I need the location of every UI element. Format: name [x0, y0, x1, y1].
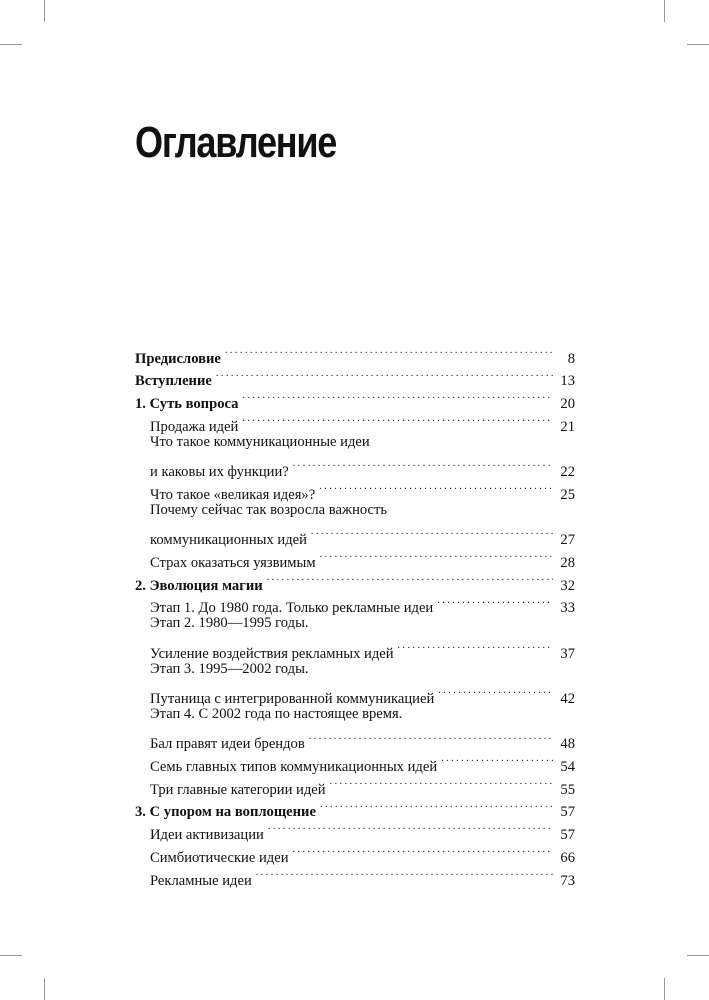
toc-entry-label: Почему сейчас так возросла важность	[150, 501, 388, 518]
toc-page-number: 20	[560, 396, 575, 413]
toc-leader-dots	[242, 408, 553, 431]
toc-entry[interactable]	[135, 499, 575, 522]
toc-page-number: 22	[560, 464, 575, 481]
toc-entry-label: Симбиотические идеи	[150, 849, 289, 866]
toc-entry-label: Бал правят идеи брендов	[150, 736, 305, 753]
toc-entry-label: Этап 4. С 2002 года по настоящее время.	[150, 706, 403, 722]
toc-entry[interactable]	[135, 431, 575, 454]
toc-entry-label: Три главные категории идей	[150, 781, 326, 798]
crop-mark-right-bottom	[687, 955, 709, 956]
toc-page-number: 13	[560, 373, 575, 390]
crop-mark-top-left	[44, 0, 45, 22]
toc-page-number: 27	[560, 532, 575, 549]
toc-page-number: 57	[560, 827, 575, 844]
toc-entry-label: Этап 2. 1980—1995 годы.	[150, 615, 309, 632]
crop-mark-bottom-right	[664, 978, 665, 1000]
crop-mark-top-right	[664, 0, 665, 22]
toc-entry[interactable]	[135, 635, 575, 662]
toc-page-number: 55	[560, 781, 575, 798]
toc-leader-dots	[242, 385, 553, 408]
crop-mark-bottom-left	[44, 978, 45, 1000]
toc-entry[interactable]	[135, 726, 575, 753]
toc-leader-dots	[311, 522, 553, 545]
toc-page-number: 33	[560, 600, 575, 617]
toc-entry-label: Что такое «великая идея»?	[150, 486, 316, 503]
toc-entry-label: Рекламные идеи	[150, 872, 252, 889]
toc-entry-label: коммуникационных идей	[150, 532, 307, 549]
toc-entry-label: Предисловие	[135, 350, 221, 367]
toc-leader-dots	[438, 680, 553, 703]
toc-page-number: 32	[560, 577, 575, 594]
toc-entry-label: 2. Эволюция магии	[135, 577, 263, 594]
toc-page-number: 25	[560, 486, 575, 503]
toc-page-number: 28	[560, 554, 575, 571]
toc-leader-dots	[293, 839, 553, 862]
toc-entry-label: Семь главных типов коммуникационных идей	[150, 759, 438, 776]
toc-entry-label: Этап 1. До 1980 года. Только рекламные идеи	[150, 600, 434, 617]
page-title: Оглавление	[135, 118, 337, 167]
toc-leader-dots	[309, 726, 553, 749]
toc-leader-dots	[225, 340, 553, 363]
toc-entry[interactable]	[135, 680, 575, 707]
toc-entry-label: Продажа идей	[150, 418, 239, 435]
toc-page-number: 73	[560, 872, 575, 889]
toc-leader-dots	[268, 816, 553, 839]
toc-leader-dots	[216, 363, 553, 386]
toc-entry-label: Страх оказаться уязвимым	[150, 554, 316, 571]
toc-entry-label: Усиление воздействия рекламных идей	[150, 645, 394, 662]
toc-leader-dots	[319, 476, 553, 499]
toc-entry[interactable]	[135, 453, 575, 481]
crop-mark-left-top	[0, 44, 22, 45]
crop-mark-right-top	[687, 44, 709, 45]
toc-leader-dots	[330, 771, 553, 794]
toc-leader-dots	[320, 794, 553, 817]
toc-leader-dots	[437, 590, 553, 613]
toc-entry[interactable]	[135, 522, 575, 549]
toc-entry-label: 1. Суть вопроса	[135, 396, 239, 413]
toc-entry-label: Этап 3. 1995—2002 годы.	[150, 660, 309, 677]
toc-entry[interactable]	[135, 340, 575, 367]
toc-page-number: 57	[560, 804, 575, 821]
toc-entry-label: Путаница с интегрированной коммуникацией	[150, 691, 435, 707]
toc-leader-dots	[441, 748, 553, 771]
toc-leader-dots	[293, 453, 553, 476]
toc-page-number: 8	[567, 350, 575, 367]
toc-entry[interactable]	[135, 703, 575, 726]
crop-mark-left-bottom	[0, 955, 22, 956]
toc-leader-dots	[256, 862, 553, 885]
toc-entry-label: Что такое коммуникационные идеи	[150, 433, 370, 450]
toc-leader-dots	[320, 544, 553, 567]
toc-page-number: 66	[560, 849, 575, 866]
toc-entry-label: Вступление	[135, 373, 212, 390]
toc-leader-dots	[398, 635, 553, 658]
toc-entry-label: Идеи активизации	[150, 827, 264, 844]
table-of-contents	[135, 340, 575, 889]
toc-leader-dots	[267, 567, 553, 590]
toc-page-number: 54	[560, 759, 575, 776]
toc-entry-label: и каковы их функции?	[150, 464, 289, 481]
toc-page-number: 21	[560, 418, 575, 435]
toc-page-number: 48	[560, 736, 575, 753]
toc-page-number: 37	[560, 645, 575, 662]
toc-entry-label: 3. С упором на воплощение	[135, 804, 316, 821]
toc-page-number: 42	[560, 691, 575, 707]
